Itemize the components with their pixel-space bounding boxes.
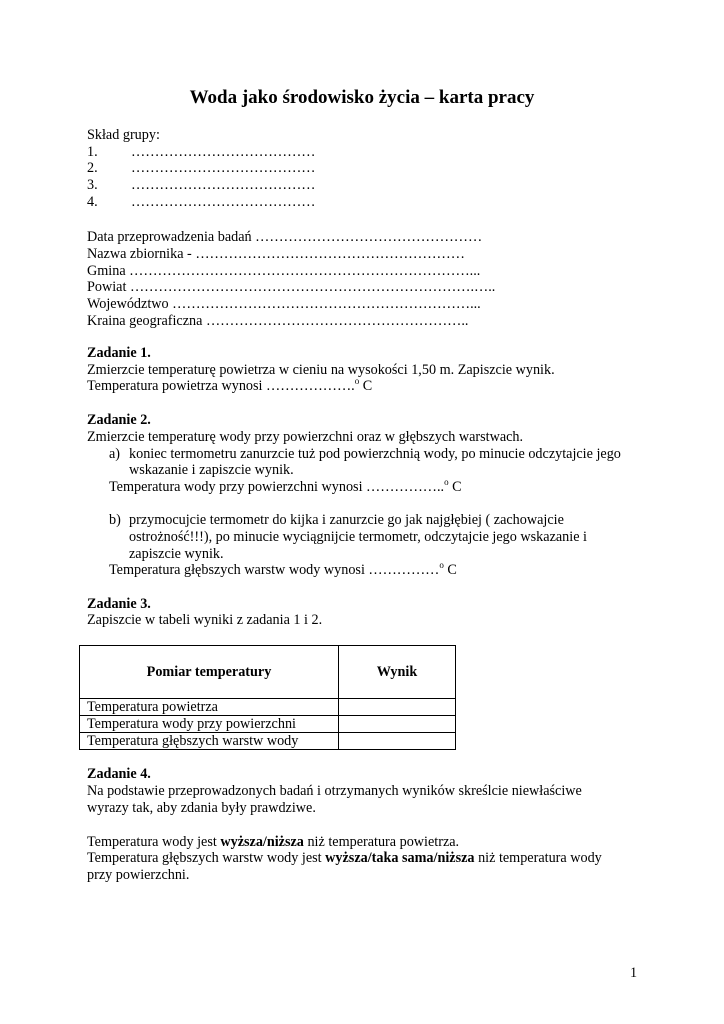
info-region: Kraina geograficzna ……………………………………………….. bbox=[87, 313, 469, 329]
task4-sentence2: Temperatura głębszych warstw wody jest wyższa/taka sama/niższa niż temperatura wody bbox=[87, 850, 602, 866]
task1-heading: Zadanie 1. bbox=[87, 345, 151, 361]
info-reservoir: Nazwa zbiornika - ………………………………………………… bbox=[87, 246, 465, 262]
task1-text: Zmierzcie temperaturę powietrza w cieniu na wysokości 1,50 m. Zapiszcie wynik. bbox=[87, 362, 555, 378]
results-table bbox=[79, 645, 456, 750]
task2-a-line1: koniec termometru zanurzcie tuż pod powierzchnią wody, po minucie odczytajcie jego bbox=[129, 446, 621, 462]
task2-heading: Zadanie 2. bbox=[87, 412, 151, 428]
task4-heading: Zadanie 4. bbox=[87, 766, 151, 782]
info-commune: Gmina ………………………………………………………………... bbox=[87, 263, 481, 279]
task2-b-line3: zapiszcie wynik. bbox=[129, 546, 224, 562]
task1-answer: Temperatura powietrza wynosi ……………….$^o$ C bbox=[87, 376, 373, 394]
task4-sentence1: Temperatura wody jest wyższa/niższa niż temperatura powietrza. bbox=[87, 834, 460, 850]
result-cell[interactable] bbox=[339, 699, 456, 716]
task3-text: Zapiszcie w tabeli wyniki z zadania 1 i 2. bbox=[87, 612, 323, 628]
info-county: Powiat ……………………………………………………………….….. bbox=[87, 279, 496, 295]
task2-a-label: a) bbox=[109, 446, 121, 462]
group-label: Skład grupy: bbox=[87, 127, 160, 143]
task4-line2: wyrazy tak, aby zdania były prawdziwe. bbox=[87, 800, 316, 816]
table-cell: Temperatura wody przy powierzchni bbox=[80, 716, 339, 733]
table-row bbox=[80, 733, 456, 750]
task2-b-label: b) bbox=[109, 512, 121, 528]
table-row bbox=[80, 699, 456, 716]
result-cell[interactable] bbox=[339, 733, 456, 750]
task2-text: Zmierzcie temperaturę wody przy powierzchni oraz w głębszych warstwach. bbox=[87, 429, 524, 445]
task4-line1: Na podstawie przeprowadzonych badań i otrzymanych wyników skreślcie niewłaściwe bbox=[87, 783, 582, 799]
page-number: 1 bbox=[630, 965, 638, 981]
task3-heading: Zadanie 3. bbox=[87, 596, 151, 612]
table-header-row bbox=[80, 646, 456, 699]
worksheet-page: Woda jako środowisko życia – karta pracy Skład grupy: 1. ………………………………… 2. ………………………………… 3. ………………………………… 4. ………………………………… Data przeprowadzenia badań ………………………………………… Nazwa zbiornika - ………………………………………………… Gmina ………………………………………………………………... Powiat ……………………………………………………………….….. Województwo ………………………………………………………... Kraina geograficzna ……………………………………………….. Zadanie 1. Zmierzcie temperaturę powietrza w cieniu na wysokości 1,50 m. Zapiszcie wynik. Temperatura powietrza wynosi ……………….$^o$ C Zadanie 2. Zmierzcie temperaturę wody przy powierzchni oraz w głębszych warstwach. a) koniec termometru zanurzcie tuż pod powierzchnią wody, po minucie odczytajcie jego wskazanie i zapiszcie wynik. Temperatura wody przy powierzchni wynosi ……………..$^o$ C b) przymocujcie termometr do kijka i zanurzcie go jak najgłębiej ( zachowajcie ostrożność!!!), po minucie wyciągnijcie termometr, odczytajcie jego wskazanie i zapiszcie wynik. Temperatura głębszych warstw wody wynosi ……………$^o$ C Zadanie 3. Zapiszcie w tabeli wyniki z zadania 1 i 2. Pomiar temperatury Wynik Temperatura powietrza Temperatura wody przy powierzchni Temperatura głębszych warstw wody Zadanie 4. Na podstawie przeprowadzonych badań i otrzymanych wyników skreślcie niewłaściwe wyrazy tak, aby zdania były prawdziwe. Temperatura wody jest wyższa/niższa niż temperatura powietrza. Temperatura głębszych warstw wody jest wyższa/taka sama/niższa niż temperatura wody przy powierzchni. 1 bbox=[0, 0, 724, 1024]
task2-a-line2: wskazanie i zapiszcie wynik. bbox=[129, 462, 294, 478]
page-title: Woda jako środowisko życia – karta pracy bbox=[189, 87, 535, 108]
table-cell: Temperatura głębszych warstw wody bbox=[80, 733, 339, 750]
task2-b-line2: ostrożność!!!), po minucie wyciągnijcie termometr, odczytajcie jego wskazanie i bbox=[129, 529, 587, 545]
result-cell[interactable] bbox=[339, 716, 456, 733]
task2-b-line1: przymocujcie termometr do kijka i zanurzcie go jak najgłębiej ( zachowajcie bbox=[129, 512, 564, 528]
table-header: Pomiar temperatury bbox=[80, 646, 339, 699]
task2-b-answer: Temperatura głębszych warstw wody wynosi ……………$^o$ C bbox=[109, 560, 457, 578]
table-header: Wynik bbox=[339, 646, 456, 699]
info-date: Data przeprowadzenia badań ………………………………………… bbox=[87, 229, 483, 245]
table-row bbox=[80, 716, 456, 733]
table-cell: Temperatura powietrza bbox=[80, 699, 339, 716]
task4-sentence2-line2: przy powierzchni. bbox=[87, 867, 190, 883]
info-voivodeship: Województwo ………………………………………………………... bbox=[87, 296, 481, 312]
task2-a-answer: Temperatura wody przy powierzchni wynosi ……………..$^o$ C bbox=[109, 477, 462, 495]
